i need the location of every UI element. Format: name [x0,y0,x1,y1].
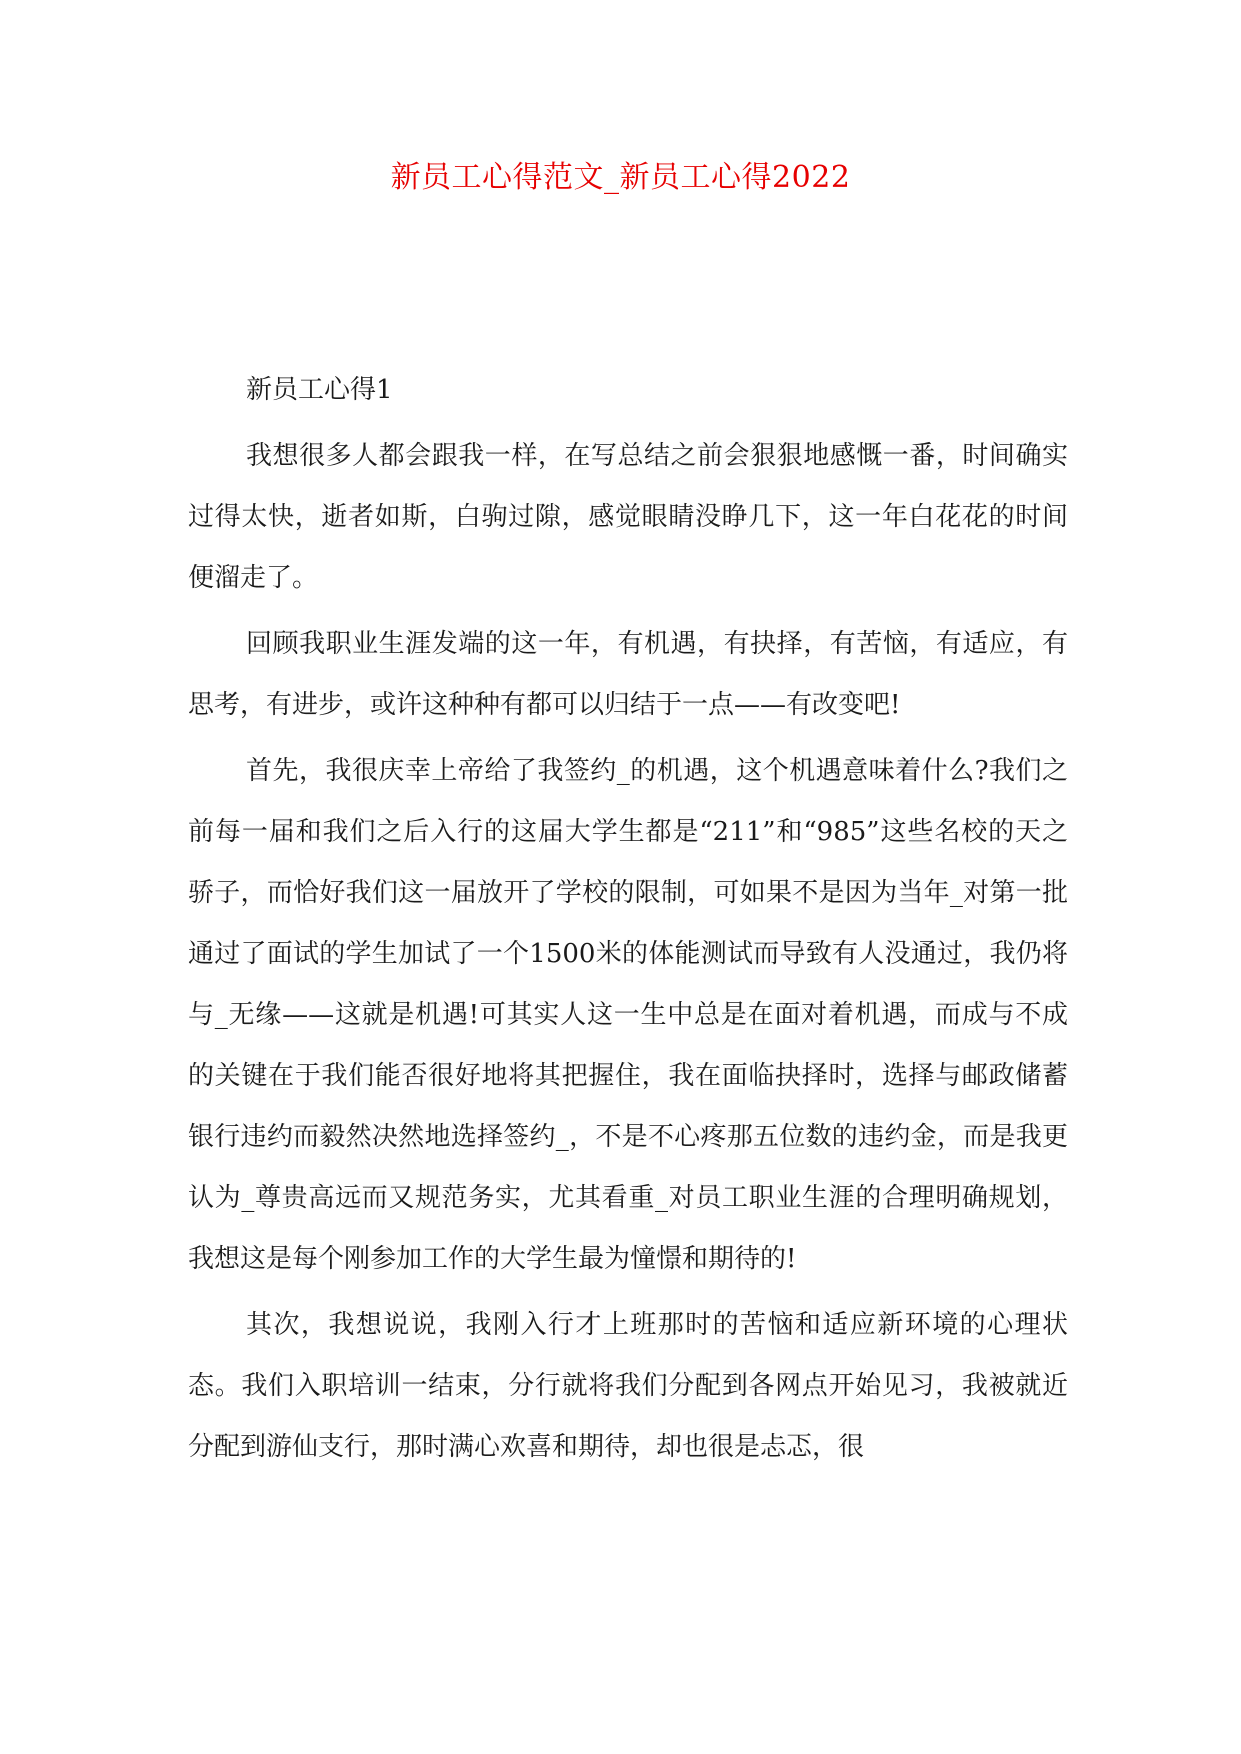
section-heading: 新员工心得1 [246,375,393,405]
document-title: 新员工心得范文_新员工心得2022 [390,160,851,195]
paragraph-3: 首先，我很庆幸上帝给了我签约_的机遇，这个机遇意味着什么?我们之前每一届和我们之后入行的这届大学生都是“211”和“985”这些名校的天之骄子，而恰好我们这一届放开了学校的限制，可如果不是因为当年_对第一批通过了面试的学生加试了一个1500米的体能测试而导致有人没通过，我仍将与_无缘——这就是机遇!可其实人这一生中总是在面对着机遇，而成与不成的关键在于我们能否很好地将其把握住，我在面临抉择时，选择与邮政储蓄银行违约而毅然决然地选择签约_，不是不心疼那五位数的违约金，而是我更认为_尊贵高远而又规范务实，尤其看重_对员工职业生涯的合理明确规划，我想这是每个刚参加工作的大学生最为憧憬和期待的! [188,756,1068,1274]
paragraph-2: 回顾我职业生涯发端的这一年，有机遇，有抉择，有苦恼，有适应，有思考，有进步，或许这种种有都可以归结于一点——有改变吧! [188,629,1068,720]
document-body [188,360,1068,1478]
paragraph-1: 我想很多人都会跟我一样，在写总结之前会狠狠地感慨一番，时间确实过得太快，逝者如斯，白驹过隙，感觉眼睛没睁几下，这一年白花花的时间便溜走了。 [188,441,1068,593]
paragraph-4: 其次，我想说说，我刚入行才上班那时的苦恼和适应新环境的心理状态。我们入职培训一结束，分行就将我们分配到各网点开始见习，我被就近分配到游仙支行，那时满心欢喜和期待，却也很是忐忑，很 [188,1310,1068,1462]
